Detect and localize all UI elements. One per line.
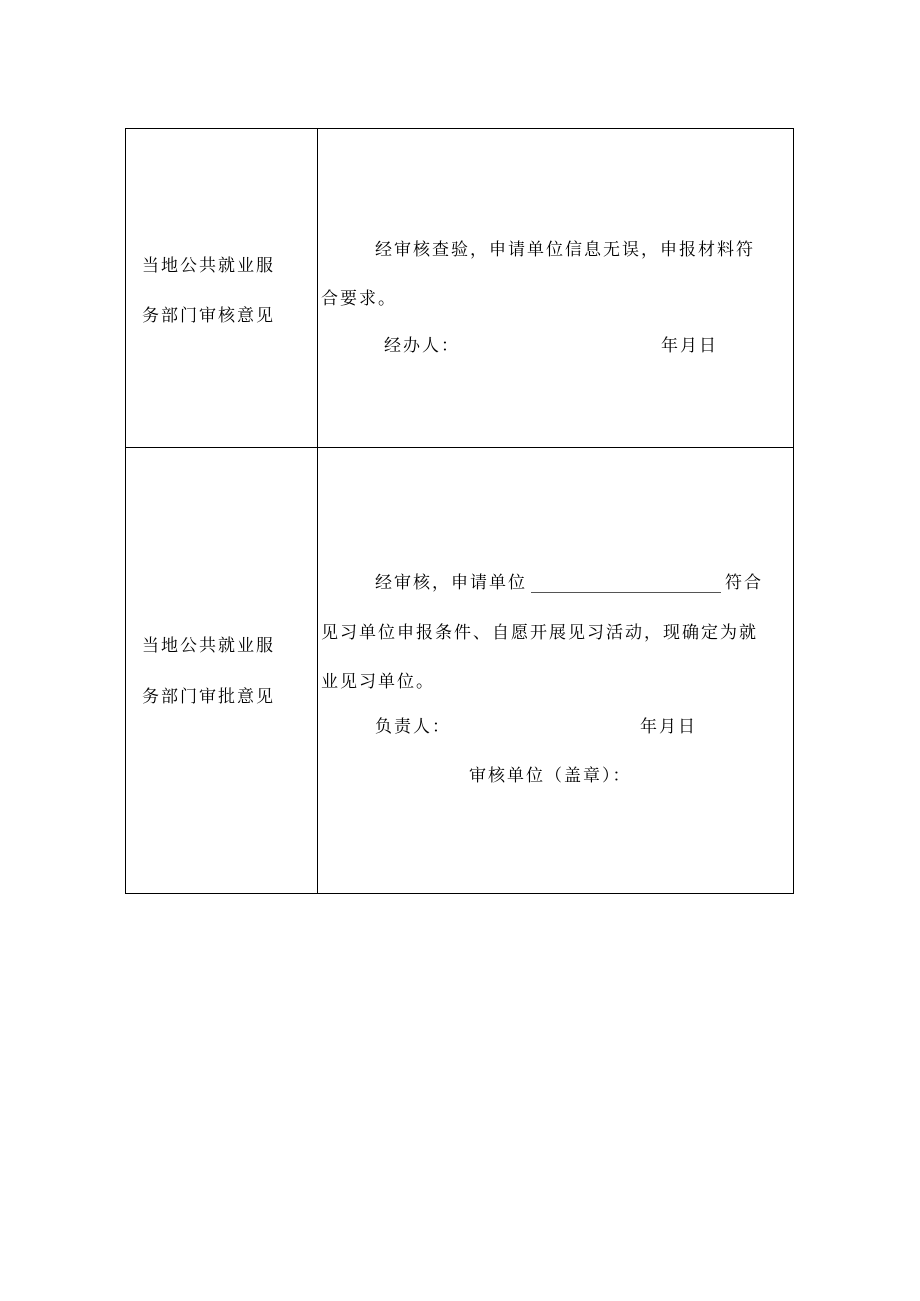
approval-body-line1-suffix: 符合: [725, 573, 763, 593]
handler-label: 经办人：: [384, 336, 460, 356]
responsible-person-label: 负责人：: [375, 717, 451, 737]
approval-content-cell: [318, 448, 793, 893]
approval-body-line1: [375, 573, 763, 593]
approval-opinion-row: [126, 448, 793, 893]
approval-label-line2: 务部门审批意见: [142, 687, 275, 707]
approval-body-line3: 业见习单位。: [321, 672, 435, 692]
approval-form-table: [125, 128, 794, 894]
review-label-cell: [126, 129, 318, 447]
review-label-line1: 当地公共就业服: [142, 256, 275, 276]
approval-body-line1-prefix: 经审核，申请单位: [375, 573, 527, 593]
review-date-label: 年月日: [661, 336, 718, 356]
review-body-line2: 合要求。: [321, 289, 397, 309]
applicant-unit-blank[interactable]: [531, 575, 721, 593]
seal-label: 审核单位（盖章）：: [469, 766, 632, 786]
approval-body-line2: 见习单位申报条件、自愿开展见习活动，现确定为就: [321, 623, 758, 643]
review-label-line2: 务部门审核意见: [142, 306, 275, 326]
approval-label-line1: 当地公共就业服: [142, 636, 275, 656]
approval-date-label: 年月日: [640, 717, 697, 737]
approval-label-cell: [126, 448, 318, 893]
review-content-cell: [318, 129, 793, 447]
review-body-line1: 经审核查验，申请单位信息无误，申报材料符: [375, 240, 755, 260]
review-opinion-row: [126, 129, 793, 448]
